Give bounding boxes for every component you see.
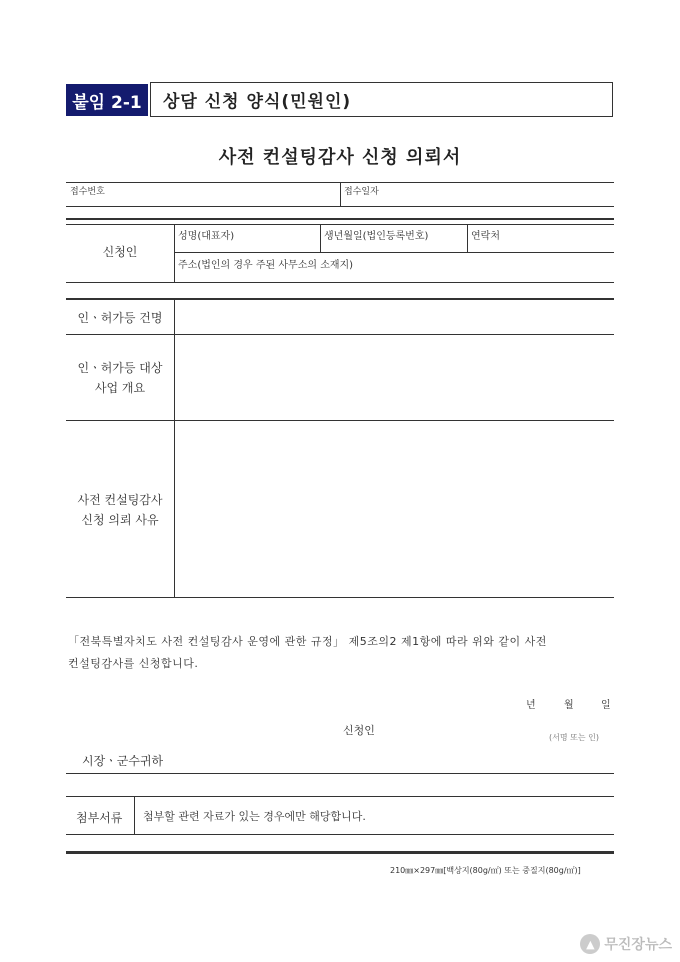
reason-line-1: 사전 컨설팅감사 xyxy=(77,493,163,507)
header-title xyxy=(150,82,613,117)
header-title-text: 상담 신청 양식(민원인) xyxy=(163,92,352,112)
permit-target-line-2: 사업 개요 xyxy=(94,381,146,395)
date-day: 일 xyxy=(601,700,611,711)
declaration-line-2: 컨설팅감사를 신청합니다. xyxy=(68,657,199,670)
reason-label xyxy=(66,490,174,530)
declaration xyxy=(68,631,614,675)
divider xyxy=(66,218,614,220)
divider xyxy=(66,298,614,300)
divider xyxy=(66,834,614,835)
permit-target-label xyxy=(66,358,174,398)
reason-line-2: 신청 의뢰 사유 xyxy=(81,513,159,527)
divider xyxy=(66,796,614,797)
divider xyxy=(66,597,614,598)
form-title: 사전 컨설팅감사 신청 의뢰서 xyxy=(218,147,462,168)
birth-label: 생년월일(법인등록번호) xyxy=(324,231,429,242)
divider xyxy=(66,206,614,207)
receipt-date-label: 접수일자 xyxy=(344,187,379,197)
mountain-logo-icon: ▲ xyxy=(580,934,600,954)
receipt-no-label: 접수번호 xyxy=(70,187,105,197)
attachment-label: 첨부서류 xyxy=(76,811,123,825)
name-label: 성명(대표자) xyxy=(178,231,235,242)
divider xyxy=(174,224,175,282)
permit-target-line-1: 인ㆍ허가등 대상 xyxy=(77,361,163,375)
divider xyxy=(66,282,614,283)
watermark xyxy=(580,934,672,954)
sign-note: (서명 또는 인) xyxy=(549,733,599,742)
divider xyxy=(66,334,614,335)
attachment-badge: 붙임 2-1 xyxy=(66,84,148,116)
divider xyxy=(174,252,614,253)
date-year: 년 xyxy=(526,700,536,711)
divider xyxy=(320,224,321,252)
divider xyxy=(134,796,135,834)
declaration-line-1: 「전북특별자치도 사전 컨설팅감사 운영에 관한 규정」 제5조의2 제1항에 따라 위와 같이 사전 xyxy=(68,635,547,648)
applicant-label: 신청인 xyxy=(102,245,138,259)
divider xyxy=(174,300,175,597)
permit-name-label: 인ㆍ허가등 건명 xyxy=(77,311,163,325)
divider xyxy=(66,420,614,421)
bottom-thick-rule xyxy=(66,851,614,854)
divider xyxy=(66,773,614,774)
signer-label: 신청인 xyxy=(343,724,375,737)
divider xyxy=(66,224,614,225)
date-month: 월 xyxy=(564,700,574,711)
divider xyxy=(467,224,468,252)
address-label: 주소(법인의 경우 주된 사무소의 소재지) xyxy=(178,260,354,271)
recipient: 시장ㆍ군수귀하 xyxy=(82,754,164,768)
attachment-text: 첨부할 관련 자료가 있는 경우에만 해당합니다. xyxy=(143,810,366,823)
watermark-text: 무진장뉴스 xyxy=(604,937,672,953)
paper-spec: 210㎜×297㎜[백상지(80g/㎡) 또는 중질지(80g/㎡)] xyxy=(390,866,581,875)
divider xyxy=(340,182,341,206)
contact-label: 연락처 xyxy=(471,231,500,242)
